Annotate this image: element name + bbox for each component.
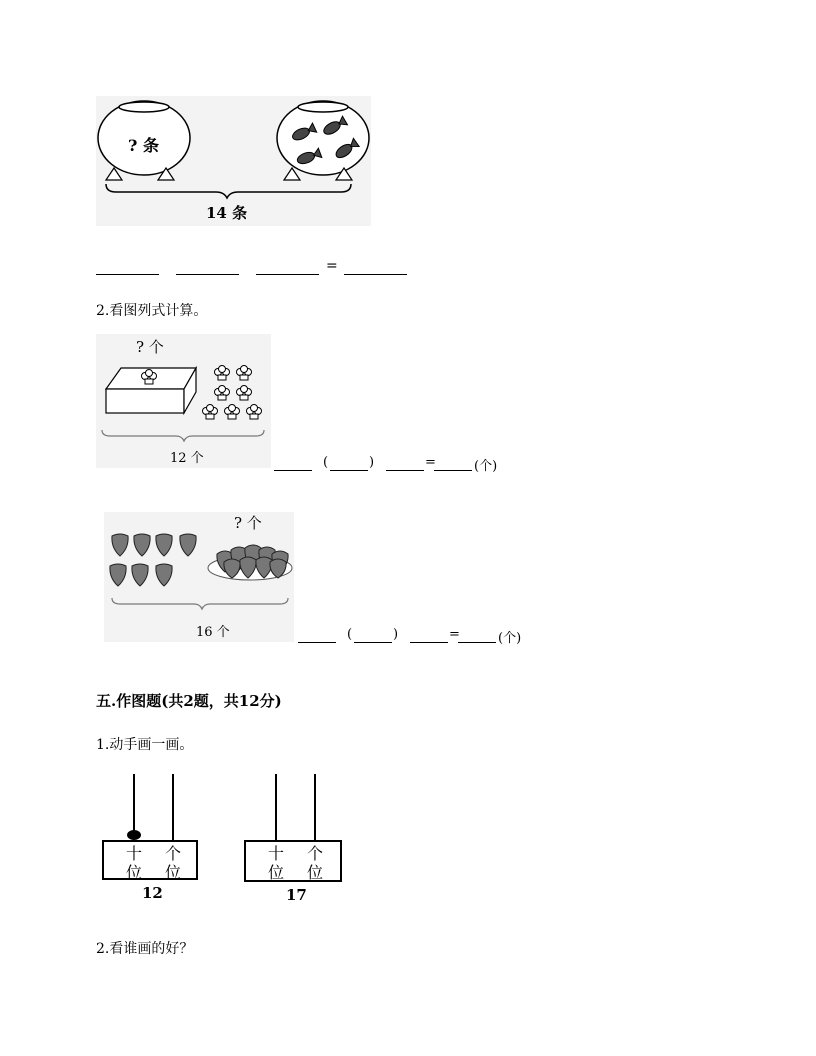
tens-label: 十 (268, 844, 285, 863)
question-title: 2.看图列式计算。 (96, 303, 208, 319)
ones-rod (172, 774, 174, 840)
section-heading: 五.作图题(共2题，共12分) (96, 692, 282, 710)
answer-blank[interactable] (344, 274, 407, 275)
equals-sign: = (449, 627, 460, 642)
tens-label: 位 (268, 863, 285, 882)
ones-label: 位 (307, 863, 324, 882)
equals-sign: = (326, 258, 338, 274)
abacus-17 (244, 774, 344, 909)
strawberry-figure (104, 512, 294, 642)
ones-label: 位 (165, 863, 182, 882)
abacus-number: 12 (142, 884, 163, 902)
answer-blank[interactable] (176, 274, 239, 275)
question-label: ? 个 (234, 514, 262, 532)
answer-blank[interactable] (410, 642, 448, 643)
total-label: 12 个 (170, 451, 204, 466)
close-paren: ) (369, 455, 375, 470)
total-label: 16 个 (196, 625, 230, 640)
question-label: ? 个 (136, 338, 164, 356)
question-title: 2.看谁画的好？ (96, 941, 194, 957)
ones-label: 个 (307, 844, 324, 863)
abacus-12 (102, 774, 202, 909)
answer-blank[interactable] (330, 470, 368, 471)
close-paren: ) (393, 627, 399, 642)
answer-blank[interactable] (386, 470, 424, 471)
tens-label: 十 (126, 844, 143, 863)
answer-blank[interactable] (96, 274, 159, 275)
tens-label: 位 (126, 863, 143, 882)
question-title: 1.动手画一画。 (96, 737, 194, 753)
fishbowl-figure (96, 96, 371, 226)
total-label: 14 条 (206, 204, 248, 222)
answer-blank[interactable] (458, 642, 496, 643)
abacus-number: 17 (286, 886, 307, 904)
unit-label: (个) (498, 631, 522, 646)
box-flowers-figure (96, 334, 271, 468)
answer-blank[interactable] (434, 470, 472, 471)
answer-blank[interactable] (256, 274, 319, 275)
left-bowl-label: ? 条 (128, 136, 159, 155)
answer-blank[interactable] (274, 470, 312, 471)
answer-blank[interactable] (354, 642, 392, 643)
abacus-base (244, 840, 342, 882)
open-paren: ( (347, 627, 353, 642)
open-paren: ( (323, 455, 329, 470)
gift-box (106, 368, 196, 413)
ones-label: 个 (165, 844, 182, 863)
unit-label: (个) (474, 459, 498, 474)
bead-icon (127, 830, 141, 840)
answer-blank[interactable] (298, 642, 336, 643)
equals-sign: = (425, 455, 436, 470)
abacus-base (102, 840, 198, 880)
tens-rod (275, 774, 277, 840)
ones-rod (314, 774, 316, 840)
